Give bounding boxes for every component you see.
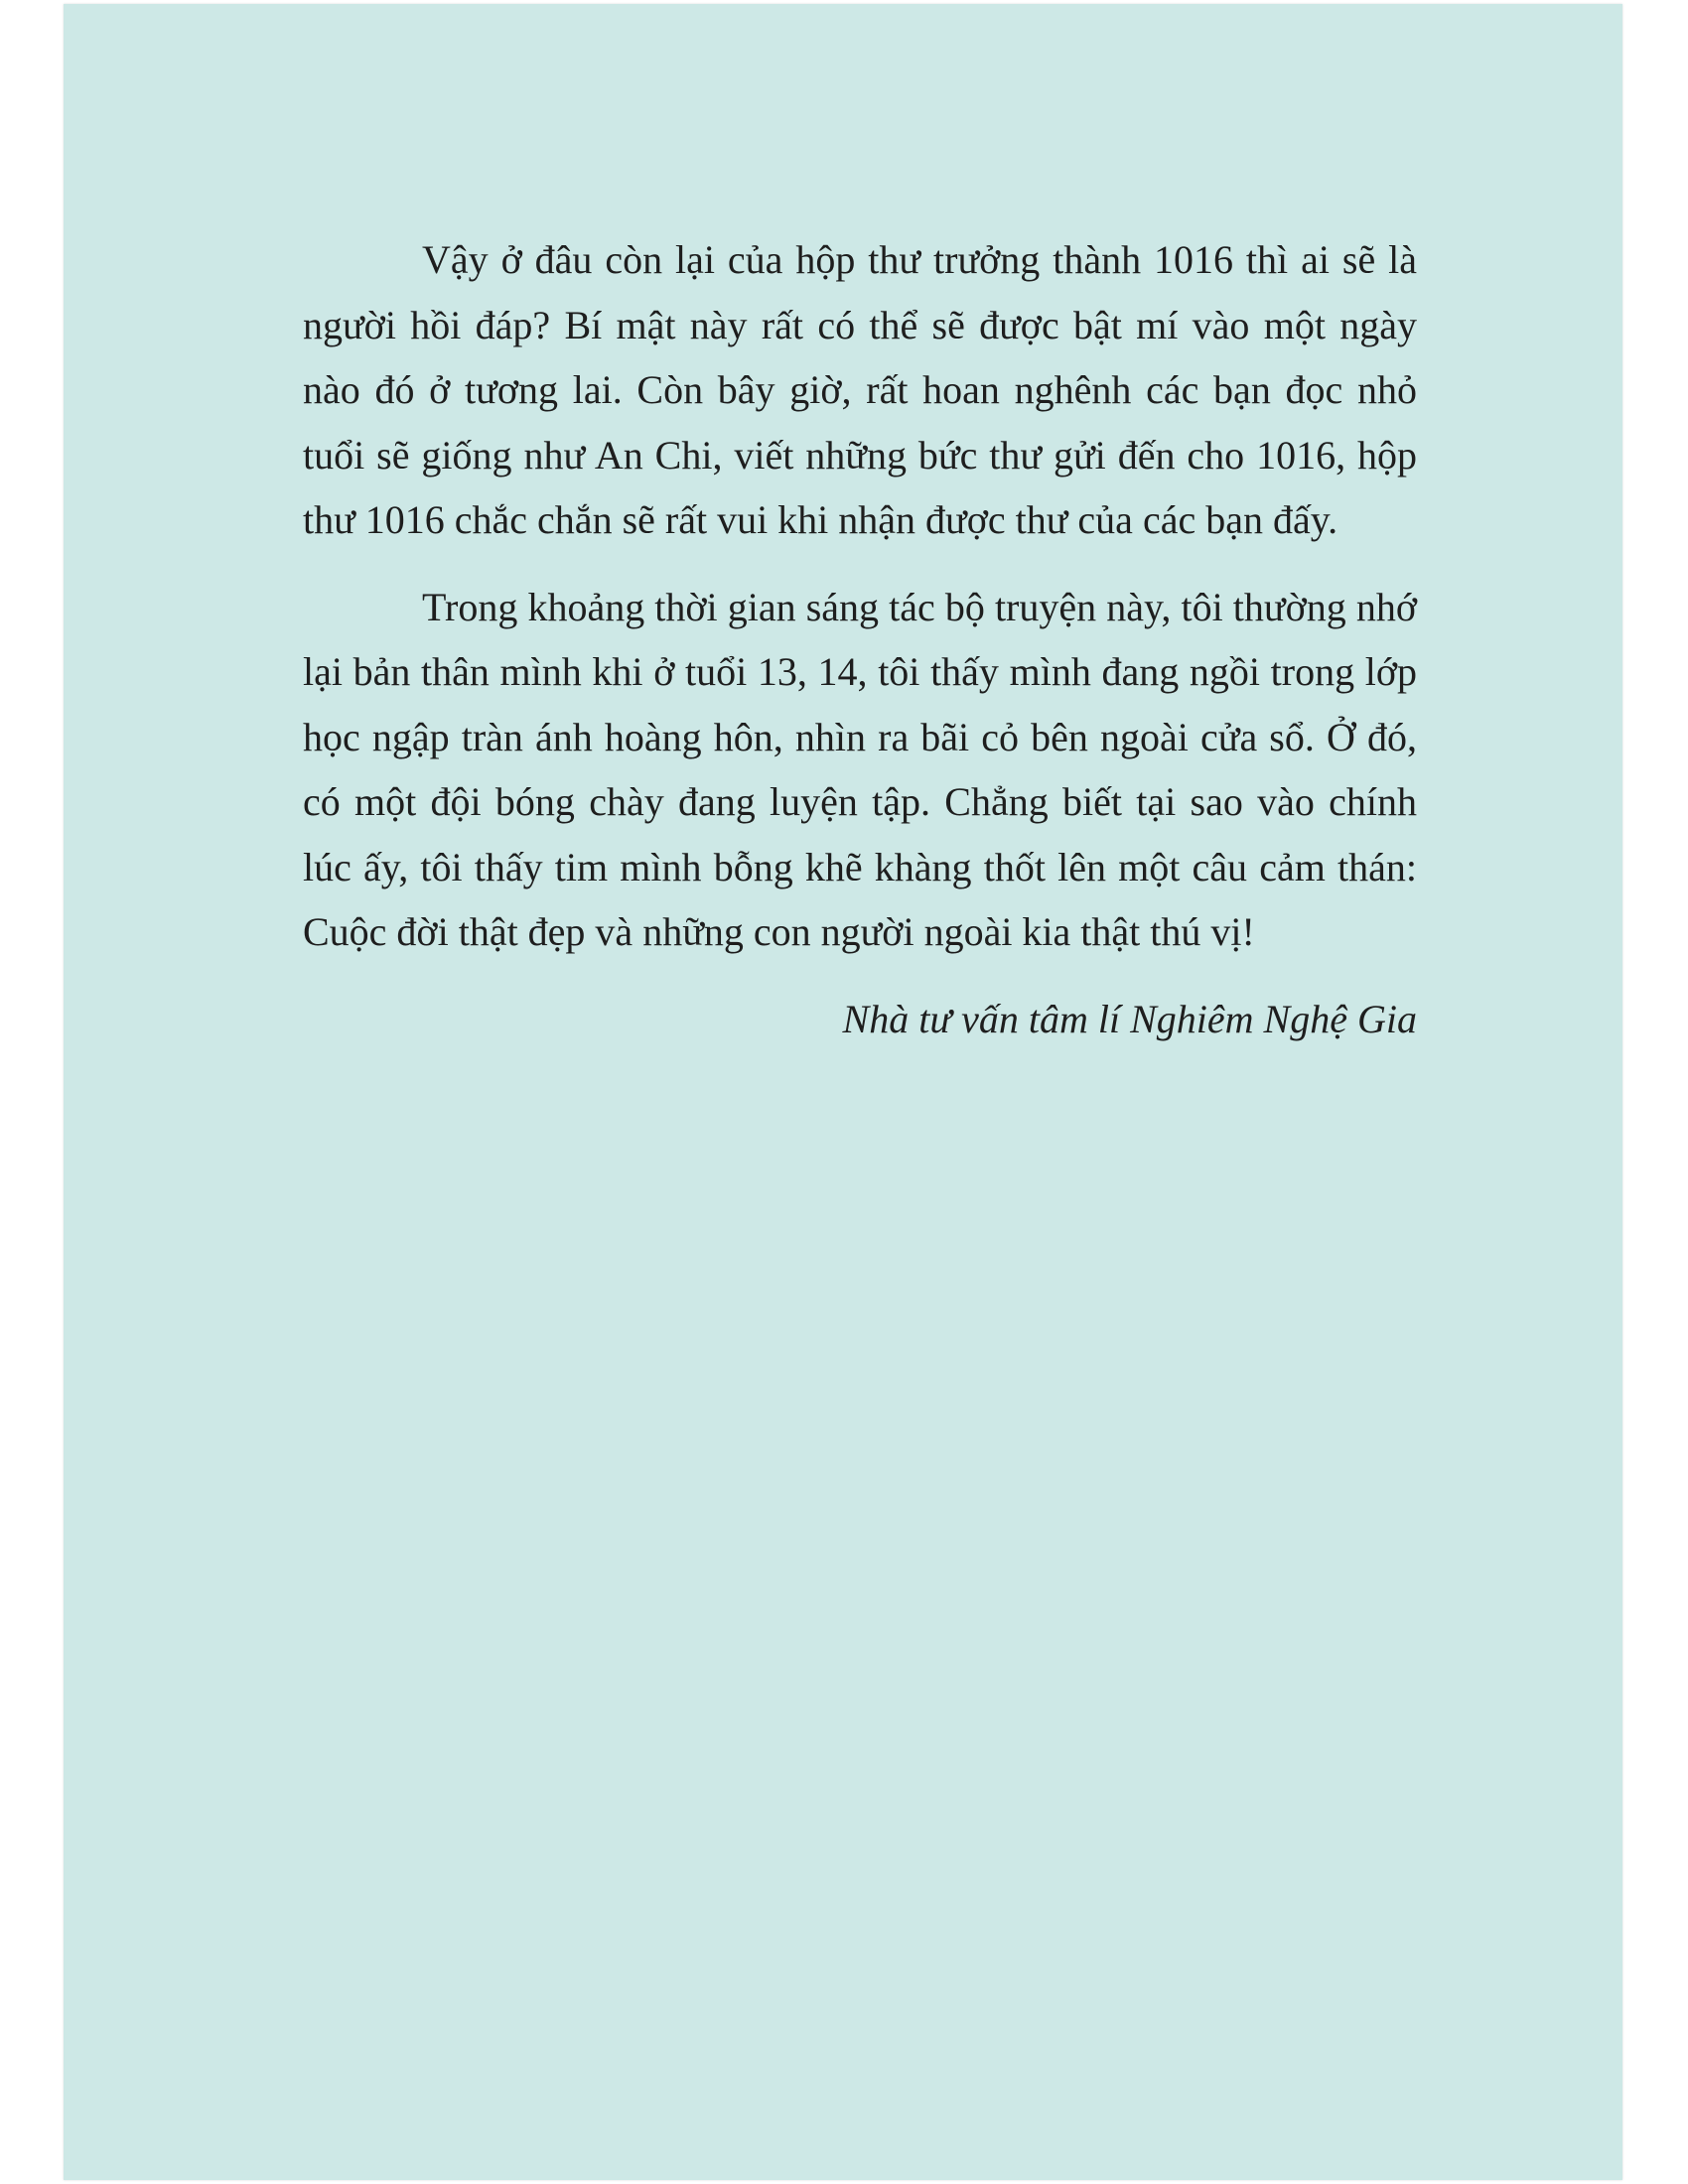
paragraph: Vậy ở đâu còn lại của hộp thư trưởng thành 1016 thì ai sẽ là người hồi đáp? Bí mật này rất có thể sẽ được bật mí vào một ngày nào đó ở tương lai. Còn bây giờ, rất hoan nghênh các bạn đọc nhỏ tuổi sẽ giống như An Chi, viết những bức thư gửi đến cho 1016, hộp thư 1016 chắc chắn sẽ rất vui khi nhận được thư của các bạn đấy. [303,237,1417,542]
author-signature: Nhà tư vấn tâm lí Nghiêm Nghệ Gia [842,996,1417,1041]
paragraph: Trong khoảng thời gian sáng tác bộ truyện này, tôi thường nhớ lại bản thân mình khi ở tuổi 13, 14, tôi thấy mình đang ngồi trong lớp học ngập tràn ánh hoàng hôn, nhìn ra bãi cỏ bên ngoài cửa sổ. Ở đó, có một đội bóng chày đang luyện tập. Chẳng biết tại sao vào chính lúc ấy, tôi thấy tim mình bỗng khẽ khàng thốt lên một câu cảm thán: Cuộc đời thật đẹp và những con người ngoài kia thật thú vị! [303,584,1417,954]
book-page [64,4,1622,2180]
body-text [303,227,1417,1051]
